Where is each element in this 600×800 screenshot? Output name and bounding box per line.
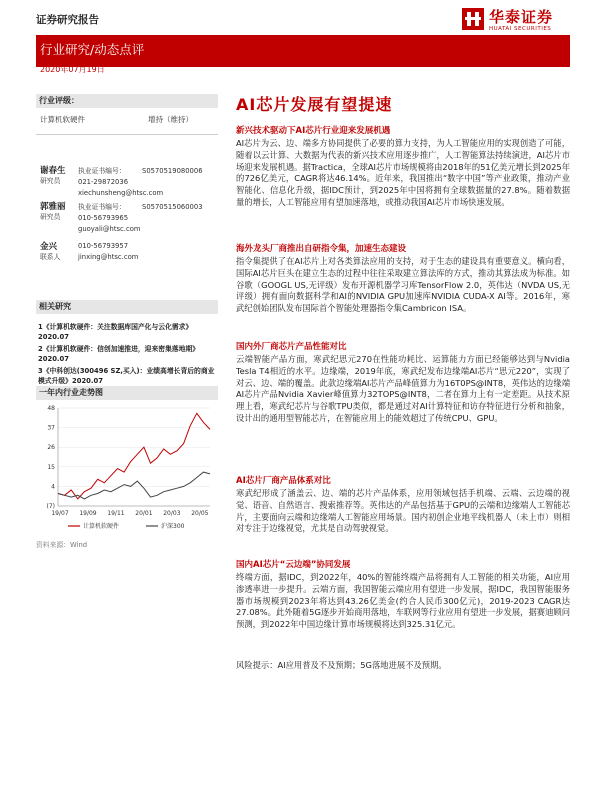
page-title: AI芯片发展有望提速 [236,95,393,114]
x-tick-label: 20/05 [191,510,209,517]
chart-source: 资料来源：Wind [36,541,88,549]
analyst-role: 联系人 [40,253,61,261]
series-line [58,413,210,499]
section-heading: 新兴技术驱动下AI芯片行业迎来发展机遇 [236,126,391,136]
related-header: 相关研究 [36,300,218,314]
x-tick-label: 20/01 [135,510,153,517]
y-tick-label: 37 [47,424,55,432]
x-tick-label: 19/07 [51,510,69,517]
report-date: 2020年07月19日 [40,65,105,74]
industry-rating: 增持（维持） [148,115,193,124]
related-item[interactable]: 3《中科创达(300496 SZ,买入)：业绩高增长背后的商业模式升级》2020.07 [38,367,215,385]
legend-label: 计算机软硬件 [83,523,120,530]
section-heading: 海外龙头厂商推出自研指令集，加速生态建设 [236,244,407,254]
cert-label: 执业证书编号： [78,203,126,211]
section-body: 指令集提供了在AI芯片上对各类算法应用的支持，对于生态的建设具有重要意义。横向看，国际AI芯片巨头在建立生态的过程中往往采取建立算法库的方式，推动其算法成为标准。如谷歌（GOOGL US,无评级）发布开源机器学习库TensorFlow 2.0，英伟达（NVDA US,无评级）拥有面向数据科学和AI的NVIDIA GPU加速库NVIDIA CUDA-X AI等。2016年，寒武纪创始团队发布国际首个智能处理器指令集Cambricon ISA。 [236,256,570,314]
analyst-email[interactable]: guoyali@htsc.com [78,225,141,233]
analyst-email[interactable]: jinxing@htsc.com [78,253,139,261]
rating-header: 行业评级： [36,94,218,108]
y-tick-label: 48 [47,405,55,412]
analyst-phone: 021-29872036 [78,178,129,186]
analyst-phone: 010-56793965 [78,214,129,222]
logo-cn-text: 华泰证券 [489,8,554,26]
analyst-name: 谢春生 [40,166,66,176]
y-tick-label: 4 [51,483,55,491]
x-tick-label: 20/03 [163,510,181,517]
analyst-phone: 010-56793957 [78,242,129,250]
legend-label: 沪深300 [161,523,185,530]
related-list [38,322,218,386]
cert-label: 执业证书编号： [78,167,126,175]
analyst-email[interactable]: xiechunsheng@htsc.com [78,189,164,197]
divider [36,134,218,135]
analyst-name: 金兴 [40,242,58,252]
risk-note: 风险提示：AI应用普及不及预期；5G落地进展不及预期。 [236,660,447,670]
subcategory-label: 行业研究/动态点评 [40,42,145,57]
section-body: 云端智能产品方面，寒武纪思元270在性能功耗比、运算能力方面已经能够达到与Nvidia Tesla T4相近的水平。边缘端，2019年底，寒武纪发布边缘端AI芯片“思元220”，实现了对云、边、端的覆盖。此款边缘端AI芯片产品峰值算力为16T0PS@INT8，英伟达的边缘端AI芯片产品Nvidia Xavier峰值算力32TOPS@INT8，二者在算力上有一定差距。从技术原理上看，寒武纪芯片与谷歌TPU类似，都是通过对AI计算特征和访存特征进行分析和抽象，设计出的通用型智能芯片，在智能应用上的能效超过了传统CPU、GPU。 [236,354,570,423]
series-line [58,472,210,499]
x-tick-label: 19/11 [107,510,125,517]
related-item[interactable]: 1《计算机软硬件：关注数据库国产化与云化需求》2020.07 [38,323,193,341]
cert-number: S0570515060003 [142,203,203,211]
section-heading: 国内外厂商芯片产品性能对比 [236,342,347,352]
chart-canvas [36,400,216,535]
y-tick-label: 15 [47,463,55,471]
chart-header: 一年内行业走势图 [36,386,218,400]
section-heading: 国内AI芯片“云边端”协同发展 [236,560,351,570]
report-type-label: 证券研究报告 [36,14,99,26]
analyst-name: 郭雅丽 [40,202,66,212]
x-tick-label: 19/09 [79,510,97,517]
section-body: 寒武纪形成了涵盖云、边、端的芯片产品体系，应用领域包括手机端、云端、云边端的视觉、语音、自然语言、搜索推荐等。英伟达的产品包括基于GPU的云端和边缘端人工智能芯片，主要面向云端和边缘端人工智能应用场景。国内初创企业地平线机器人（未上市）则相对专注于边缘视觉，尤其是自动驾驶视觉。 [236,488,570,534]
trend-chart [36,400,216,535]
analyst-role: 研究员 [40,213,61,221]
cert-number: S0570519080006 [142,167,203,175]
y-tick-label: 26 [47,444,55,452]
related-item[interactable]: 2《计算机软硬件：信创加速推进，迎来密集落地期》2020.07 [38,345,200,363]
section-body: AI芯片为云、边、端多方协同提供了必要的算力支持，为人工智能应用的实现创造了可能，随着以云计算、大数据为代表的新兴技术应用逐步推广，人工智能算法持续演进，AI芯片市场迎来发展机遇。据Tractica，全球AI芯片市场规模将由2018年的51亿美元增长到2025年的726亿美元，CAGR将达46.14%。近年来，我国推出“数字中国”等产业政策，推动产业智能化、信息化升级，据IDC预计，到2025年中国将拥有全球数据量的27.8%。随着数据量的增长，人工智能应用有望加速落地，或推动我国AI芯片市场快速发展。 [236,138,570,207]
industry-name: 计算机软硬件 [40,115,85,124]
section-body: 终端方面，据IDC，到2022年，40%的智能终端产品将拥有人工智能的相关功能，AI应用渗透率进一步提升。云端方面，我国智能云端应用有望进一步发展，据IDC，我国智能服务器市场规模到2023年将达到43.26亿美金(约合人民币300亿元)，2019-2023 CAGR达27.08%。此外随着5G逐步开始商用落地，车联网等行业应用有望进一步发展，据赛迪顾问预测，到2022年中国边缘计算市场规模将达到325.31亿元。 [236,572,570,630]
logo [462,6,572,38]
logo-en-text: HUATAI SECURITIES [489,26,552,32]
y-tick-label: (7) [46,503,55,510]
section-heading: AI芯片厂商产品体系对比 [236,476,331,486]
logo-mark-icon [462,8,484,30]
analyst-role: 研究员 [40,177,61,185]
